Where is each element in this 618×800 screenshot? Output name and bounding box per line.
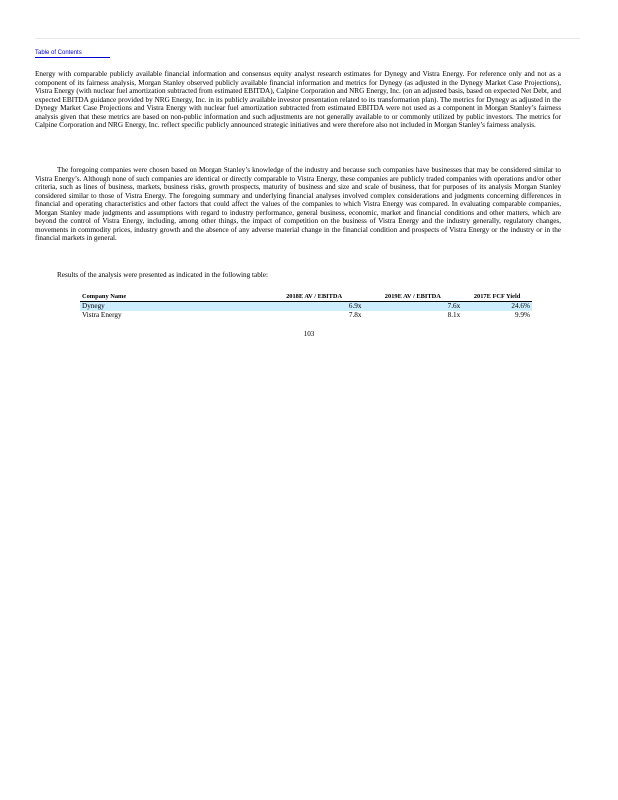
cell-2019e-av-ebitda: 7.6x	[363, 302, 462, 311]
cell-2017e-fcf-yield: 24.6%	[462, 302, 532, 311]
table-row	[80, 311, 532, 320]
header-2018e-av-ebitda: 2018E AV / EBITDA	[265, 292, 364, 302]
cell-2019e-av-ebitda: 8.1x	[447, 310, 461, 319]
results-table	[80, 292, 532, 319]
table-header-row	[80, 292, 532, 302]
header-company-name: Company Name	[80, 292, 265, 302]
page-number: 103	[303, 330, 315, 338]
header-2019e-av-ebitda: 2019E AV / EBITDA	[363, 292, 462, 302]
paragraph-company-selection: The foregoing companies were chosen based on Morgan Stanley’s knowledge of the industry and because such companies have businesses that may be considered similar to Vistra Energy’s. Although none of such companies are identical or directly comparable to Vistra Energy, these companies are publicly traded companies with operations and/or other criteria, such as lines of business, markets, business risks, growth prospects, maturity of business and size and scale of business, that for purposes of its analysis Morgan Stanley considered similar to those of Vistra Energy. The foregoing summary and underlying financial analyses involved complex considerations and judgments concerning differences in financial and operating characteristics and other factors that could affect the values of the companies to which Vistra Energy was compared. In evaluating comparable companies, Morgan Stanley made judgments and assumptions with regard to industry performance, general business, economic, market and financial conditions and other matters, which are beyond the control of Vistra Energy, including, among other things, the impact of competition on the business of Vistra Energy and the industry generally, regulatory changes, movements in commodity prices, industry growth and the absence of any adverse material change in the financial condition and prospects of Vistra Energy or the industry or in the financial markets in general.	[35, 166, 561, 242]
cell-2018e-av-ebitda: 7.8x	[348, 310, 362, 319]
cell-2018e-av-ebitda: 6.9x	[265, 302, 364, 311]
cell-2017e-fcf-yield: 9.9%	[515, 310, 530, 319]
table-of-contents-link[interactable]: Table of Contents	[35, 49, 110, 58]
paragraph-comparable-metrics: Energy with comparable publicly available financial information and consensus equity analyst research estimates for Dynegy and Vistra Energy. For reference only and not as a component of its fairness analysis, Morgan Stanley observed publicly available financial information and metrics for Dynegy (as adjusted in the Dynegy Market Case Projections), Vistra Energy (with nuclear fuel amortization subtracted from estimated EBITDA), Calpine Corporation and NRG Energy, Inc. (on an adjusted basis, based on expected Net Debt, and expected EBITDA guidance provided by NRG Energy, Inc. in its publicly available investor presentation related to its transformation plan). The metrics for Dynegy as adjusted in the Dynegy Market Case Projections and Vistra Energy with nuclear fuel amortization subtracted from estimated EBITDA were not used as a component in Morgan Stanley’s fairness analysis given that these metrics are based on non-public information and such adjustments are not generally available to or commonly utilized by public investors. The metrics for Calpine Corporation and NRG Energy, Inc. reflect specific publicly announced strategic initiatives and were therefore also not included in Morgan Stanley’s fairness analysis.	[35, 70, 561, 129]
paragraph-results-intro: Results of the analysis were presented as indicated in the following table:	[57, 271, 268, 279]
cell-company: Dynegy	[80, 302, 265, 311]
table-row	[80, 302, 532, 311]
top-divider	[35, 38, 580, 39]
header-2017e-fcf-yield: 2017E FCF Yield	[462, 292, 532, 302]
cell-company: Vistra Energy	[82, 310, 122, 319]
